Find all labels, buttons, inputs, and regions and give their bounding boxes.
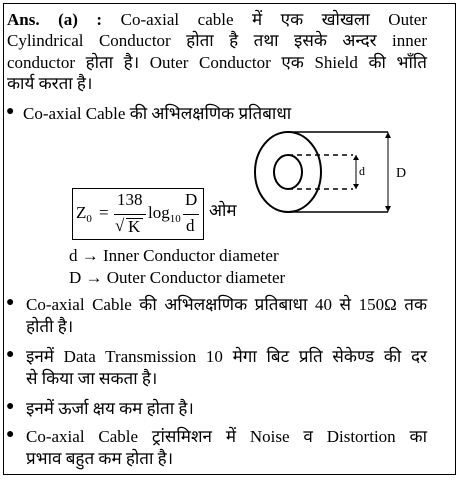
bullet-3-line-2: से किया जा सकता है। (26, 369, 158, 388)
answer-line-1-text: Co-axial cable में एक खोखला Outer (120, 10, 427, 29)
definition-inner: d → Inner Conductor diameter (69, 246, 279, 265)
impedance-formula (72, 188, 204, 240)
bullet-1-text: Co-axial Cable की अभिलक्षणिक प्रतिबाधा (23, 104, 292, 123)
formula-unit: ओम (209, 201, 237, 220)
inner-diameter-label: d (359, 164, 365, 178)
formula-log: $\log_{10}$ (148, 203, 181, 225)
answer-line-4: कार्य करता है। (7, 74, 93, 93)
formula-sqrt-sign: √ (115, 216, 125, 235)
formula-fraction-bar (114, 214, 146, 215)
formula-small-d: d (186, 216, 195, 235)
formula-big-d: D (185, 190, 198, 209)
bullet-1-dot: ● (6, 104, 15, 119)
answer-line-2: Cylindrical Conductor होता है तथा इसके अन्दर inner (7, 31, 427, 50)
formula-ratio-bar (183, 214, 199, 215)
bullet-3-line-1: इनमें Data Transmission 10 मेगा बिट प्रति सेकेण्ड की दर (26, 347, 427, 366)
bullet-4-dot: ● (6, 399, 15, 414)
bullet-2-dot: ● (6, 295, 15, 310)
outer-diameter-label: D (396, 166, 407, 181)
bullet-5-dot: ● (6, 427, 15, 442)
formula-equals: = (99, 203, 109, 222)
bullet-2-line-1: Co-axial Cable की अभिलक्षणिक प्रतिबाधा 40 से 150Ω तक (26, 295, 427, 314)
formula-numerator: 138 (117, 190, 143, 209)
bullet-4-text: इनमें ऊर्जा क्षय कम होता है। (26, 399, 194, 418)
answer-line-1 (7, 9, 427, 31)
answer-label: Ans. (a) : (7, 10, 103, 29)
bullet-2-line-2: होती है। (26, 317, 74, 336)
bullet-5-line-2: प्रभाव बहुत कम होता है। (26, 449, 174, 468)
formula-z: $Z_0$ (76, 203, 92, 225)
formula-denominator: K (128, 217, 141, 236)
bullet-3-dot: ● (6, 347, 15, 362)
definition-outer: D → Outer Conductor diameter (69, 268, 286, 287)
answer-line-3: conductor होता है। Outer Conductor एक Shield की भाँति (7, 53, 427, 72)
bullet-5-line-1: Co-axial Cable ट्रांसमिशन में Noise व Distortion का (26, 427, 427, 446)
